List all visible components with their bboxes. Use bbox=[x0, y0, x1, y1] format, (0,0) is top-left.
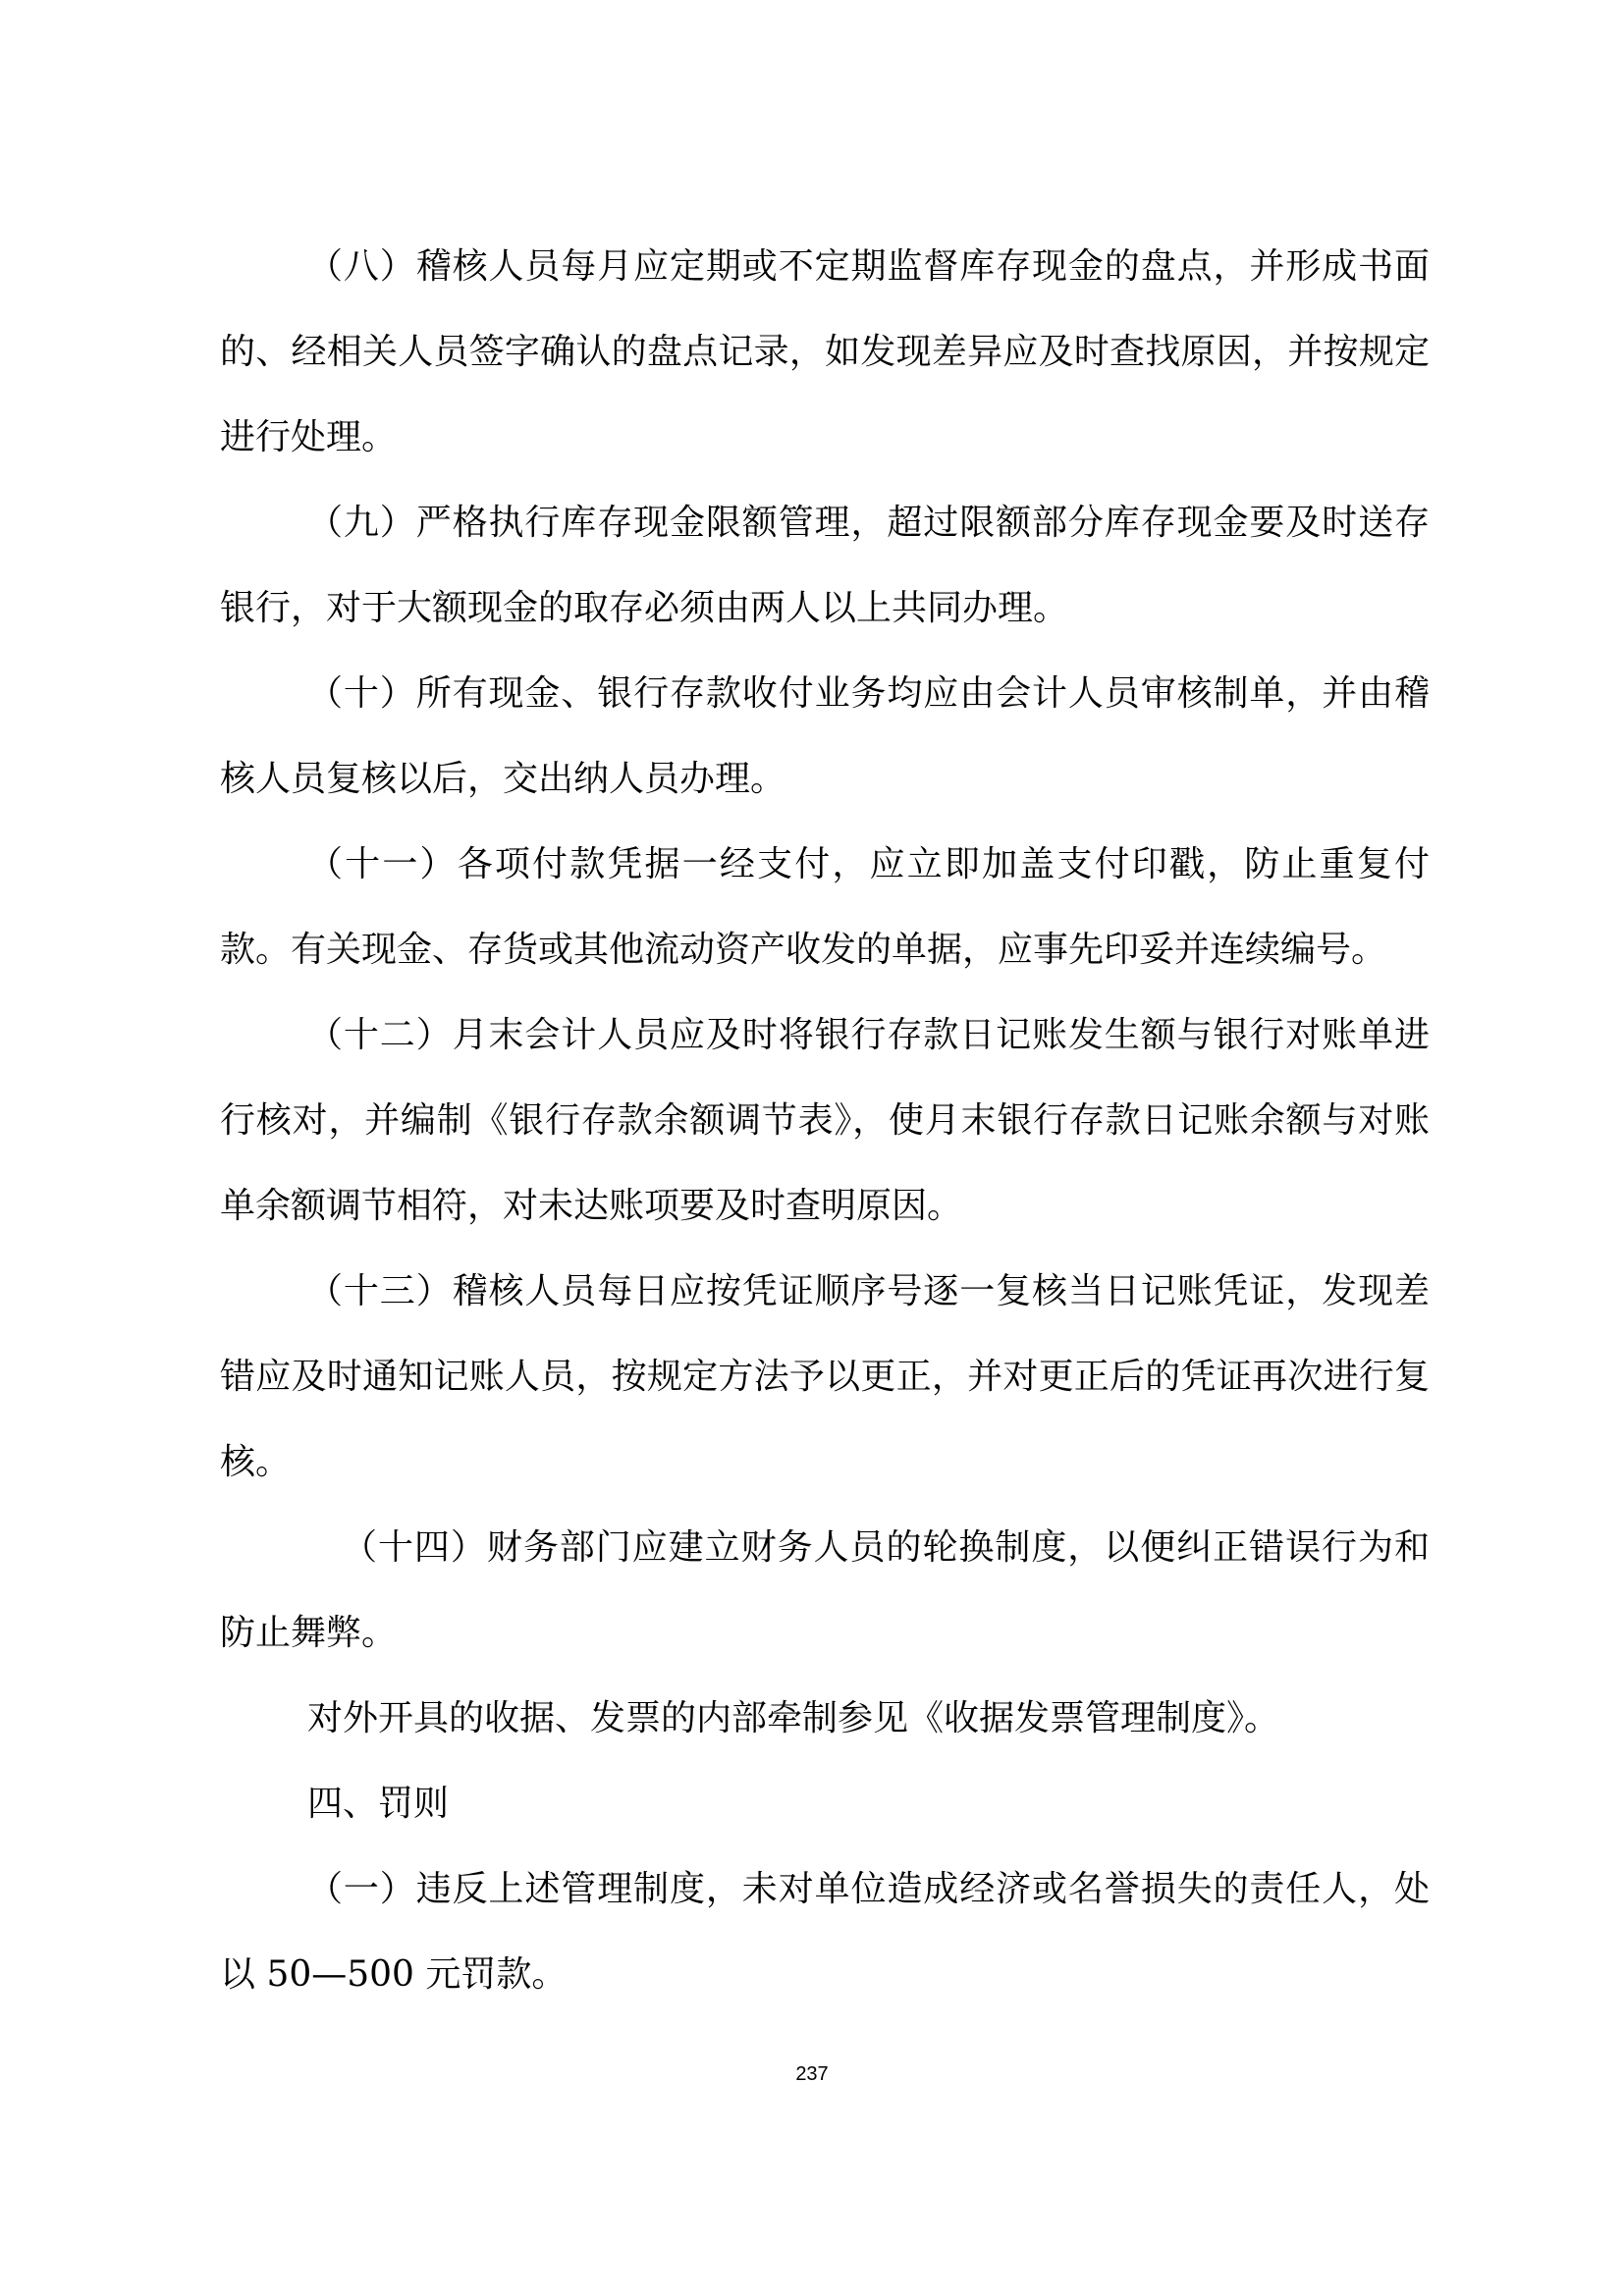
paragraph-penalty-1: （一）违反上述管理制度，未对单位造成经济或名誉损失的责任人，处以 50—500 元罚款。 bbox=[220, 1869, 1430, 1995]
paragraph-item-13: （十三）稽核人员每日应按凭证顺序号逐一复核当日记账凭证，发现差错应及时通知记账人员，按规定方法予以更正，并对更正后的凭证再次进行复核。 bbox=[220, 1271, 1430, 1482]
body-text bbox=[220, 224, 1430, 2017]
paragraph-item-14: （十四）财务部门应建立财务人员的轮换制度，以便纠正错误行为和防止舞弊。 bbox=[220, 1527, 1430, 1653]
paragraph-internal-control-note: 对外开具的收据、发票的内部牵制参见《收据发票管理制度》。 bbox=[307, 1698, 1280, 1738]
section-heading-penalties: 四、罚则 bbox=[307, 1784, 450, 1824]
paragraph-item-12: （十二）月末会计人员应及时将银行存款日记账发生额与银行对账单进行核对，并编制《银行存款余额调节表》，使月末银行存款日记账余额与对账单余额调节相符，对未达账项要及时查明原因。 bbox=[220, 1015, 1430, 1226]
paragraph-item-11: （十一）各项付款凭据一经支付，应立即加盖支付印戳，防止重复付款。有关现金、存货或其他流动资产收发的单据，应事先印妥并连续编号。 bbox=[220, 844, 1430, 970]
page-number: 237 bbox=[795, 2063, 829, 2085]
paragraph-item-8: （八）稽核人员每月应定期或不定期监督库存现金的盘点，并形成书面的、经相关人员签字确认的盘点记录，如发现差异应及时查找原因，并按规定进行处理。 bbox=[220, 246, 1430, 457]
paragraph-item-10: （十）所有现金、银行存款收付业务均应由会计人员审核制单，并由稽核人员复核以后，交出纳人员办理。 bbox=[220, 673, 1430, 799]
paragraph-item-9: （九）严格执行库存现金限额管理，超过限额部分库存现金要及时送存银行，对于大额现金的取存必须由两人以上共同办理。 bbox=[220, 503, 1430, 628]
